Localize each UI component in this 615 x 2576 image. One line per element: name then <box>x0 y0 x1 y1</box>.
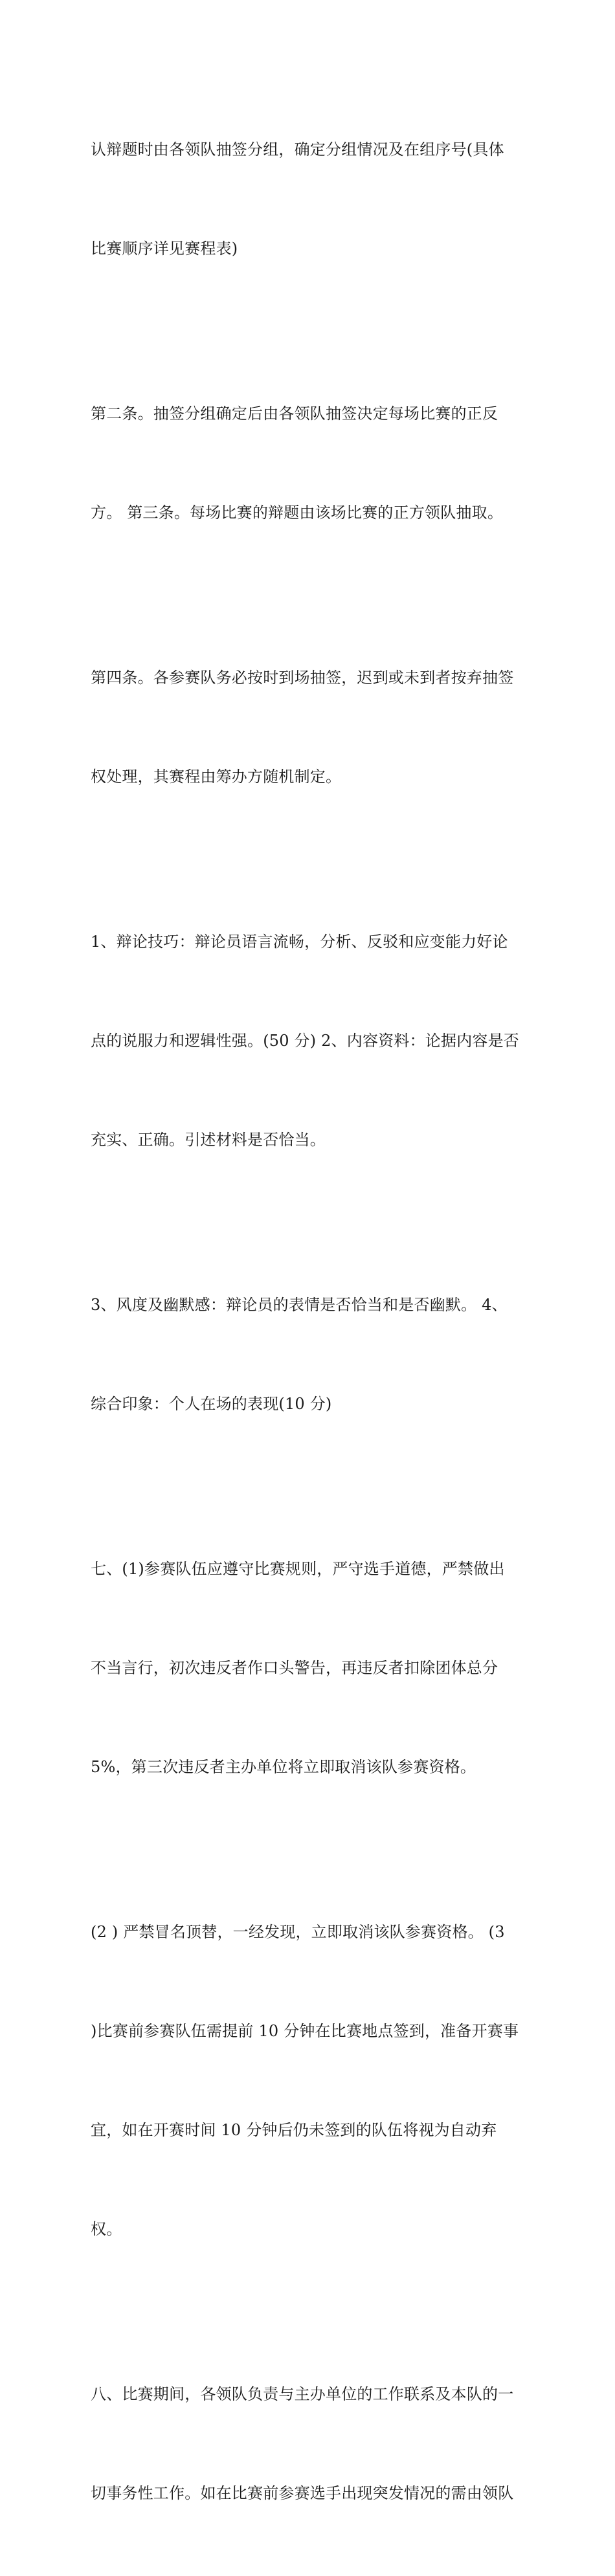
text-line: 比赛顺序详见赛程表) <box>91 239 238 258</box>
paragraph-section-7-rules-2-3 <box>91 1850 531 2312</box>
text-line: 第四条。各参赛队务必按时到场抽签，迟到或未到者按弃抽签 <box>91 669 514 687</box>
text-line: 八、比赛期间，各领队负责与主办单位的工作联系及本队的一 <box>91 2385 514 2403</box>
paragraph-draw-groups <box>91 67 531 331</box>
text-line: 1、辩论技巧：辩论员语言流畅，分析、反驳和应变能力好论 <box>91 933 508 951</box>
text-line: 5%，第三次违反者主办单位将立即取消该队参赛资格。 <box>91 1758 476 1776</box>
text-line: 宜，如在开赛时间 10 分钟后仍未签到的队伍将视为自动弃 <box>91 2121 497 2139</box>
paragraph-article-2-3 <box>91 331 531 595</box>
text-line: 第二条。抽签分组确定后由各领队抽签决定每场比赛的正反 <box>91 405 498 423</box>
text-line: 权。 <box>91 2220 122 2238</box>
text-line: 七、(1)参赛队伍应遵守比赛规则，严守选手道德，严禁做出 <box>91 1560 505 1578</box>
paragraph-section-8 <box>91 2312 531 2576</box>
text-line: 方。 第三条。每场比赛的辩题由该场比赛的正方领队抽取。 <box>91 504 504 522</box>
text-line: (2 ) 严禁冒名顶替，一经发现，立即取消该队参赛资格。 (3 <box>91 1923 505 1941</box>
text-line: )比赛前参赛队伍需提前 10 分钟在比赛地点签到，准备开赛事 <box>91 2022 519 2040</box>
paragraph-criteria-3-4 <box>91 1223 531 1487</box>
text-line: 点的说服力和逻辑性强。(50 分) 2、内容资料：论据内容是否 <box>91 1032 519 1050</box>
paragraph-section-7-rule-1 <box>91 1487 531 1850</box>
text-line: 3、风度及幽默感：辩论员的表情是否恰当和是否幽默。 4、 <box>91 1296 508 1314</box>
text-line: 权处理，其赛程由筹办方随机制定。 <box>91 768 342 786</box>
document-page <box>91 67 531 2576</box>
text-line: 综合印象：个人在场的表现(10 分) <box>91 1395 332 1413</box>
text-line: 切事务性工作。如在比赛前参赛选手出现突发情况的需由领队 <box>91 2484 514 2502</box>
paragraph-criteria-1-2 <box>91 860 531 1223</box>
text-line: 认辩题时由各领队抽签分组，确定分组情况及在组序号(具体 <box>91 140 504 159</box>
paragraph-article-4 <box>91 595 531 860</box>
text-line: 充实、正确。引述材料是否恰当。 <box>91 1131 326 1149</box>
text-line: 不当言行，初次违反者作口头警告，再违反者扣除团体总分 <box>91 1659 498 1677</box>
